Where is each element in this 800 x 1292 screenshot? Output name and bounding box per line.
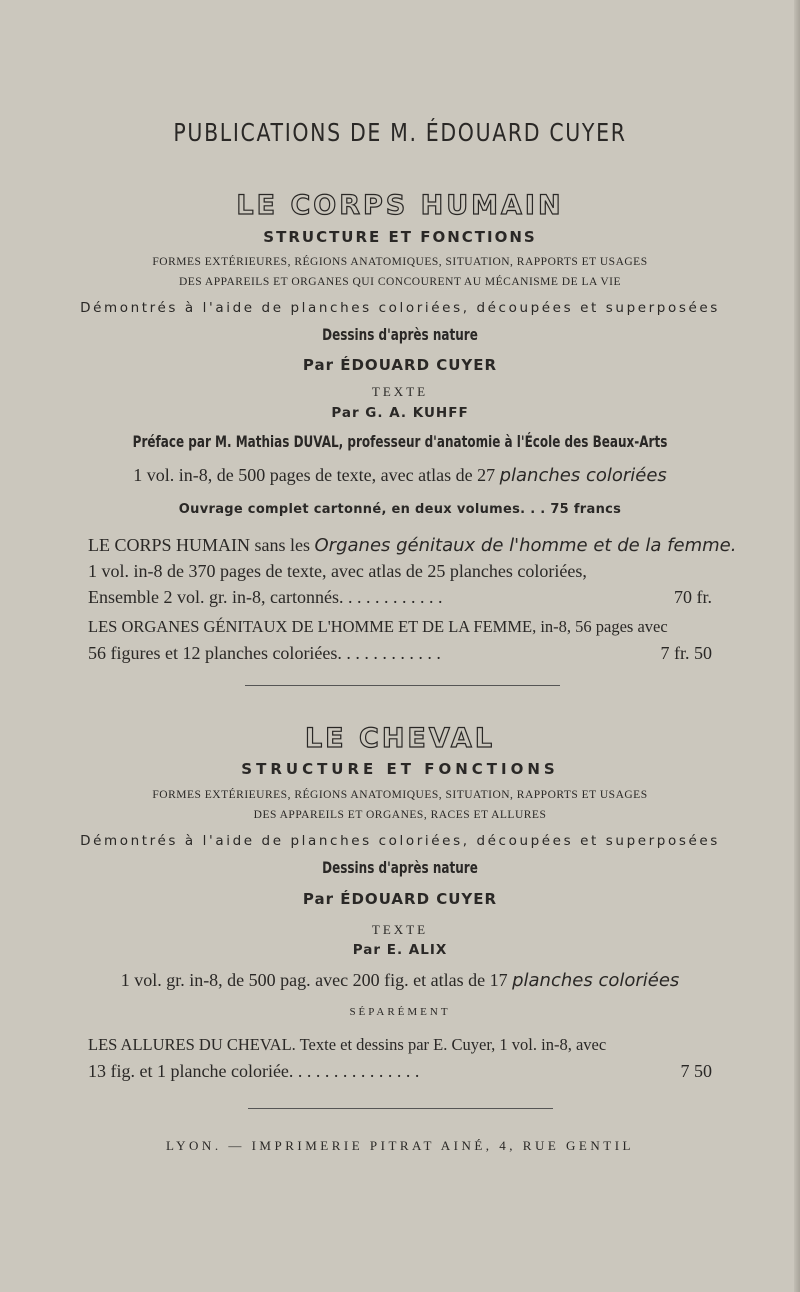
corps-description-2: DES APPAREILS ET ORGANES QUI CONCOURENT AU MÉCANISME DE LA VIE <box>178 276 622 288</box>
corps-entry-3-text: Ensemble 2 vol. gr. in-8, cartonnés. . . . . . . . . . . . <box>88 587 443 607</box>
corps-volume-planches: planches coloriées <box>499 465 667 486</box>
corps-texte-author: Par G. A. KUHFF <box>331 405 469 421</box>
corps-author: Par ÉDOUARD CUYER <box>302 356 498 374</box>
allures-entry-2-price: 7 50 <box>680 1061 712 1081</box>
corps-preface: Préface par M. Mathias DUVAL, professeur d'anatomie à l'École des Beaux-Arts <box>132 432 668 451</box>
allures-entry-2 <box>88 1061 712 1082</box>
corps-dessins: Dessins d'après nature <box>322 325 478 344</box>
cheval-volume-text: 1 vol. gr. in-8, de 500 pag. avec 200 fig. et atlas de 17 <box>120 970 508 990</box>
corps-title: LE CORPS HUMAIN <box>236 190 564 221</box>
cheval-description-2: DES APPAREILS ET ORGANES, RACES ET ALLURES <box>253 809 547 821</box>
organes-entry-1: LES ORGANES GÉNITAUX DE L'HOMME ET DE LA FEMME, in-8, 56 pages avec <box>88 617 668 636</box>
corps-volume-text: 1 vol. in-8, de 500 pages de texte, avec atlas de 27 <box>133 465 496 485</box>
printer-footer: LYON. — IMPRIMERIE PITRAT AINÉ, 4, RUE GENTIL <box>166 1138 634 1153</box>
corps-ouvrage: Ouvrage complet cartonné, en deux volumes. . . 75 francs <box>178 502 622 517</box>
cheval-texte-author: Par E. ALIX <box>352 942 448 958</box>
corps-subtitle: STRUCTURE ET FONCTIONS <box>263 228 537 246</box>
corps-entry-3-price: 70 fr. <box>674 587 712 607</box>
cheval-volume-planches: planches coloriées <box>512 970 680 991</box>
corps-entry-1-title: LE CORPS HUMAIN sans les <box>88 535 311 555</box>
organes-entry-2-text: 56 figures et 12 planches coloriées. . . . . . . . . . . . <box>88 643 441 663</box>
footer-divider <box>248 1108 553 1109</box>
corps-entry-1 <box>88 535 737 556</box>
cheval-dessins: Dessins d'après nature <box>322 858 478 877</box>
cheval-title: LE CHEVAL <box>304 723 496 754</box>
cheval-demonstration: Démontrés à l'aide de planches coloriées, découpées et superposées <box>80 833 720 849</box>
cheval-separement: SÉPARÉMENT <box>349 1006 451 1018</box>
organes-entry-2 <box>88 643 712 664</box>
cheval-description-1: FORMES EXTÉRIEURES, RÉGIONS ANATOMIQUES, SITUATION, RAPPORTS ET USAGES <box>152 789 648 801</box>
corps-volume <box>0 465 800 486</box>
cheval-texte-label: TEXTE <box>371 922 429 937</box>
section-divider <box>245 685 560 686</box>
corps-entry-2: 1 vol. in-8 de 370 pages de texte, avec atlas de 25 planches coloriées, <box>88 561 587 581</box>
cheval-volume <box>0 970 800 991</box>
organes-entry-2-price: 7 fr. 50 <box>660 643 712 663</box>
cheval-author: Par ÉDOUARD CUYER <box>302 890 498 908</box>
allures-entry-1: LES ALLURES DU CHEVAL. Texte et dessins par E. Cuyer, 1 vol. in-8, avec <box>88 1035 607 1054</box>
corps-demonstration: Démontrés à l'aide de planches coloriées, découpées et superposées <box>80 300 720 316</box>
corps-entry-1-italic: Organes génitaux de l'homme et de la femme. <box>314 535 737 556</box>
corps-entry-3 <box>88 587 712 608</box>
corps-description-1: FORMES EXTÉRIEURES, RÉGIONS ANATOMIQUES, SITUATION, RAPPORTS ET USAGES <box>152 256 648 268</box>
publications-header: PUBLICATIONS DE M. ÉDOUARD CUYER <box>173 118 627 147</box>
cheval-subtitle: STRUCTURE ET FONCTIONS <box>241 760 559 778</box>
allures-entry-2-text: 13 fig. et 1 planche coloriée. . . . . . . . . . . . . . . <box>88 1061 420 1081</box>
corps-texte-label: TEXTE <box>371 384 429 399</box>
